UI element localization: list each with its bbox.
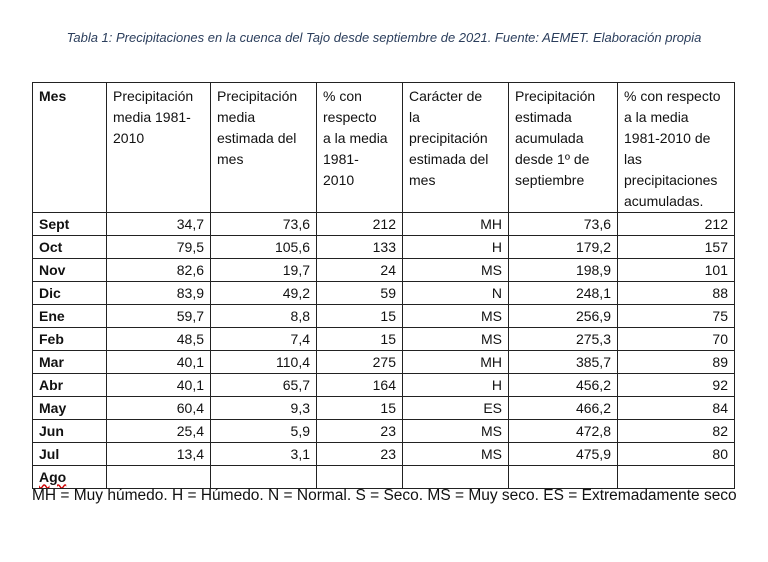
estimada-cell: 65,7	[211, 374, 317, 397]
acumulada-cell: 275,3	[509, 328, 618, 351]
estimada-cell: 8,8	[211, 305, 317, 328]
mes-cell	[33, 282, 107, 305]
pct-acum-cell: 82	[618, 420, 735, 443]
table-row	[33, 397, 735, 420]
pct-acum-cell: 75	[618, 305, 735, 328]
mes-cell	[33, 259, 107, 282]
media-cell: 79,5	[107, 236, 211, 259]
mes-cell	[33, 351, 107, 374]
mes-label: Abr	[39, 376, 64, 393]
estimada-cell: 49,2	[211, 282, 317, 305]
table-row	[33, 374, 735, 397]
media-cell: 83,9	[107, 282, 211, 305]
mes-label: Sept	[39, 215, 70, 232]
pct-acum-cell: 88	[618, 282, 735, 305]
pct-cell: 212	[317, 213, 403, 236]
table-row	[33, 282, 735, 305]
header-cell: Carácter de la precipitación estimada del mes	[403, 83, 509, 213]
media-cell: 59,7	[107, 305, 211, 328]
acumulada-cell: 198,9	[509, 259, 618, 282]
media-cell: 82,6	[107, 259, 211, 282]
mes-cell	[33, 328, 107, 351]
pct-cell: 133	[317, 236, 403, 259]
header-cell: Precipitación media estimada del mes	[211, 83, 317, 213]
media-cell: 34,7	[107, 213, 211, 236]
mes-label: Mar	[39, 353, 64, 370]
pct-cell: 24	[317, 259, 403, 282]
media-cell: 48,5	[107, 328, 211, 351]
caracter-cell: MS	[403, 420, 509, 443]
mes-label: Jul	[39, 445, 60, 462]
estimada-cell: 5,9	[211, 420, 317, 443]
pct-cell: 15	[317, 328, 403, 351]
mes-cell	[33, 420, 107, 443]
table-row	[33, 328, 735, 351]
pct-cell: 15	[317, 397, 403, 420]
acumulada-cell: 248,1	[509, 282, 618, 305]
media-cell: 25,4	[107, 420, 211, 443]
mes-label: Ago	[39, 468, 67, 485]
acumulada-cell: 256,9	[509, 305, 618, 328]
mes-cell	[33, 397, 107, 420]
pct-acum-cell: 157	[618, 236, 735, 259]
caracter-cell: N	[403, 282, 509, 305]
estimada-cell: 73,6	[211, 213, 317, 236]
table-row	[33, 213, 735, 236]
table-row	[33, 443, 735, 466]
precipitation-table	[32, 82, 735, 489]
mes-label: May	[39, 399, 67, 416]
caracter-cell: H	[403, 236, 509, 259]
table-row	[33, 236, 735, 259]
caracter-cell: MS	[403, 328, 509, 351]
pct-acum-cell: 70	[618, 328, 735, 351]
header-cell: % con respecto a la media 1981- 2010	[317, 83, 403, 213]
media-cell: 13,4	[107, 443, 211, 466]
acumulada-cell: 385,7	[509, 351, 618, 374]
table-row	[33, 420, 735, 443]
acumulada-cell: 475,9	[509, 443, 618, 466]
pct-acum-cell: 84	[618, 397, 735, 420]
header-cell: % con respecto a la media 1981-2010 de las precipitaciones acumuladas.	[618, 83, 735, 213]
pct-cell: 275	[317, 351, 403, 374]
acumulada-cell: 73,6	[509, 213, 618, 236]
media-cell: 40,1	[107, 374, 211, 397]
media-cell: 60,4	[107, 397, 211, 420]
pct-acum-cell: 80	[618, 443, 735, 466]
mes-label: Ene	[39, 307, 65, 324]
estimada-cell: 105,6	[211, 236, 317, 259]
pct-cell: 15	[317, 305, 403, 328]
table-row	[33, 305, 735, 328]
caracter-cell: MS	[403, 305, 509, 328]
mes-cell	[33, 213, 107, 236]
mes-label: Oct	[39, 238, 63, 255]
pct-acum-cell: 92	[618, 374, 735, 397]
pct-cell: 164	[317, 374, 403, 397]
mes-cell	[33, 443, 107, 466]
mes-label: Feb	[39, 330, 64, 347]
estimada-cell: 19,7	[211, 259, 317, 282]
pct-acum-cell: 212	[618, 213, 735, 236]
mes-label: Jun	[39, 422, 64, 439]
header-row	[33, 83, 735, 213]
pct-acum-cell: 101	[618, 259, 735, 282]
pct-acum-cell: 89	[618, 351, 735, 374]
legend-note: MH = Muy húmedo. H = Húmedo. N = Normal. S = Seco. MS = Muy seco. ES = Extremadamente seco	[32, 487, 737, 504]
acumulada-cell: 179,2	[509, 236, 618, 259]
caracter-cell: MH	[403, 213, 509, 236]
caracter-cell: ES	[403, 397, 509, 420]
pct-cell: 23	[317, 443, 403, 466]
table-row	[33, 259, 735, 282]
header-cell: Mes	[33, 83, 107, 213]
header-cell: Precipitación media 1981- 2010	[107, 83, 211, 213]
mes-cell	[33, 374, 107, 397]
pct-cell: 59	[317, 282, 403, 305]
acumulada-cell: 472,8	[509, 420, 618, 443]
acumulada-cell: 466,2	[509, 397, 618, 420]
estimada-cell: 7,4	[211, 328, 317, 351]
acumulada-cell: 456,2	[509, 374, 618, 397]
mes-label: Dic	[39, 284, 61, 301]
caracter-cell: MS	[403, 443, 509, 466]
caracter-cell: MH	[403, 351, 509, 374]
mes-cell	[33, 305, 107, 328]
estimada-cell: 110,4	[211, 351, 317, 374]
table-row	[33, 351, 735, 374]
mes-cell	[33, 236, 107, 259]
table-caption: Tabla 1: Precipitaciones en la cuenca del Tajo desde septiembre de 2021. Fuente: AEMET. Elaboración propia	[66, 30, 702, 45]
header-cell: Precipitación estimada acumulada desde 1º de septiembre	[509, 83, 618, 213]
media-cell: 40,1	[107, 351, 211, 374]
estimada-cell: 3,1	[211, 443, 317, 466]
caracter-cell: H	[403, 374, 509, 397]
mes-label: Nov	[39, 261, 66, 278]
estimada-cell: 9,3	[211, 397, 317, 420]
caracter-cell: MS	[403, 259, 509, 282]
pct-cell: 23	[317, 420, 403, 443]
